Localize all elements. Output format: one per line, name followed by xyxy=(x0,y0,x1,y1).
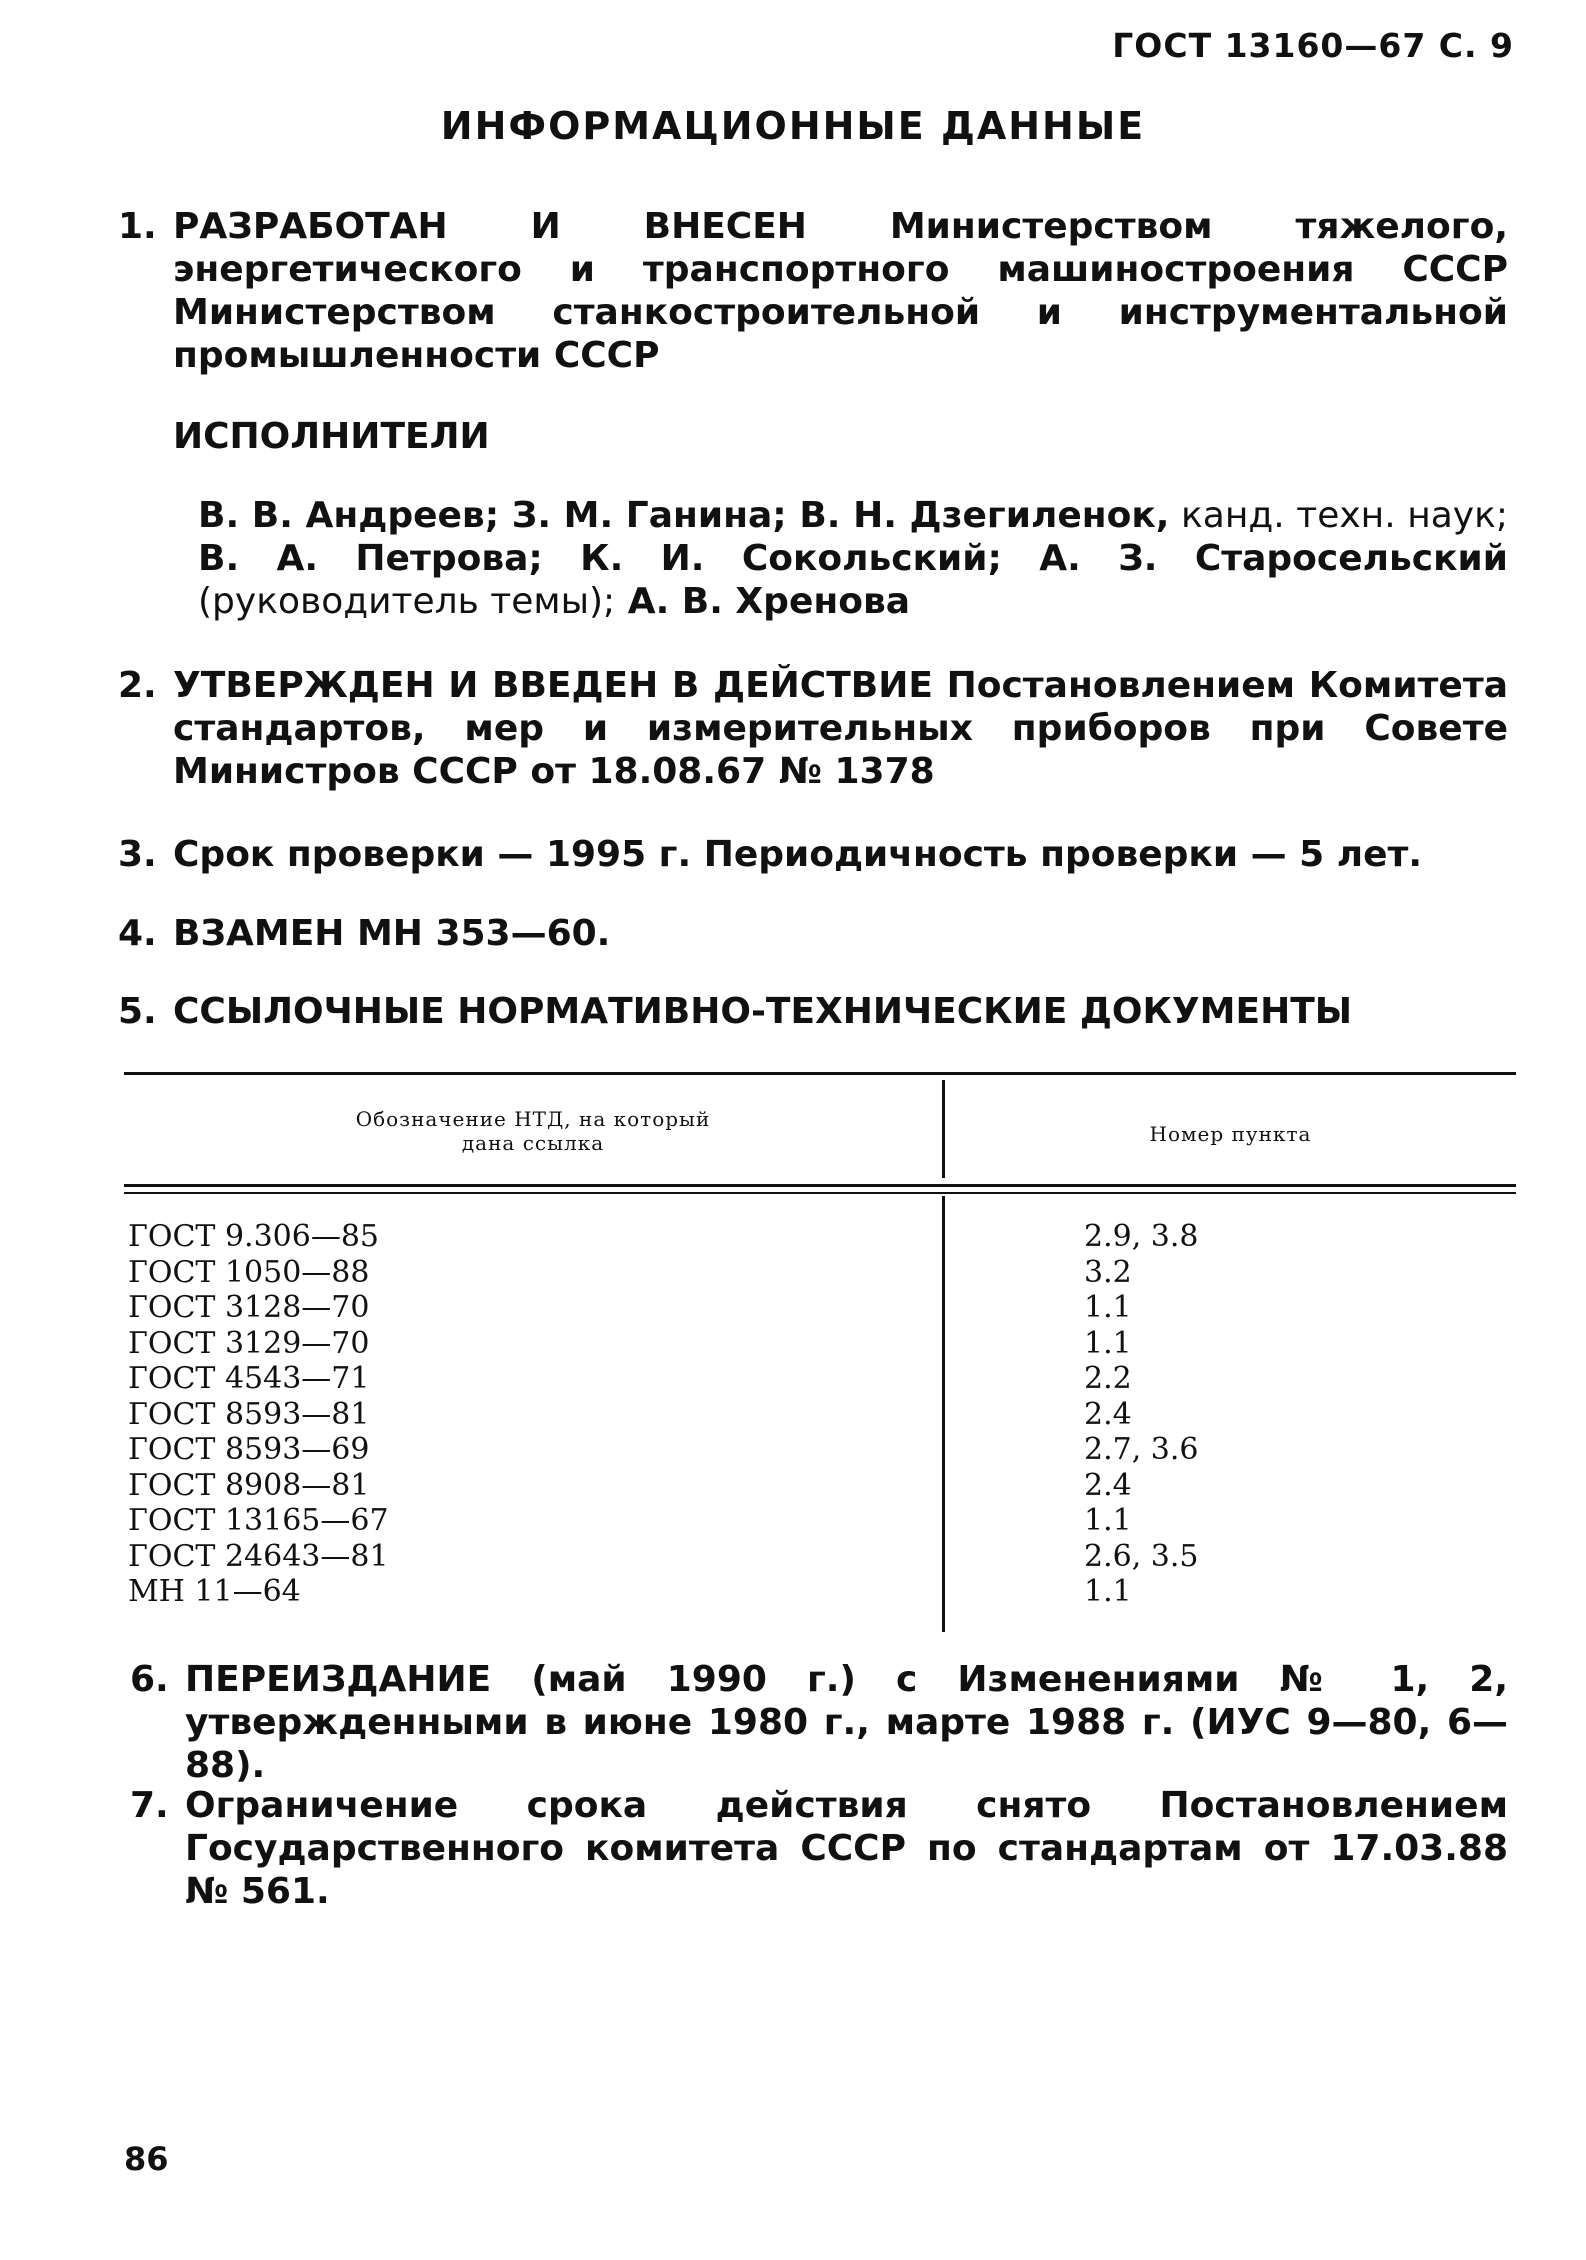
page-title: ИНФОРМАЦИОННЫЕ ДАННЫЕ xyxy=(440,104,1146,148)
item-7-text: Ограничение срока действия снято Постановлением Государственного комитета СССР по стандартам от 17.03.88 № 561. xyxy=(185,1785,1508,1912)
item-1-lead: РАЗРАБОТАН И ВНЕСЕН xyxy=(173,206,807,247)
item-3 xyxy=(118,833,1508,876)
performers-heading: ИСПОЛНИТЕЛИ xyxy=(173,416,490,457)
table-document-column xyxy=(128,1219,389,1610)
item-3-text: Срок проверки — 1995 г. Периодичность проверки — 5 лет. xyxy=(173,834,1423,875)
item-2-number: 2. xyxy=(118,665,157,706)
page-header: ГОСТ 13160—67 С. 9 xyxy=(1112,26,1514,65)
table-cell-document: ГОСТ 9.306—85 xyxy=(128,1219,380,1254)
table-item-column xyxy=(1084,1219,1199,1610)
table-cell-document: ГОСТ 24643—81 xyxy=(128,1538,389,1574)
table-cell-item: 2.4 xyxy=(1084,1467,1132,1503)
table-cell-item: 2.4 xyxy=(1084,1396,1132,1432)
table-column-divider xyxy=(942,1196,945,1632)
table-header-document-line2: дана ссылка xyxy=(461,1131,605,1155)
item-5-number: 5. xyxy=(118,991,157,1032)
item-1 xyxy=(118,205,1508,377)
table-cell-document: ГОСТ 13165—67 xyxy=(128,1503,389,1538)
table-cell-item: 1.1 xyxy=(1084,1574,1132,1609)
item-4-number: 4. xyxy=(118,913,157,954)
item-5-heading: ССЫЛОЧНЫЕ НОРМАТИВНО-ТЕХНИЧЕСКИЕ ДОКУМЕНТЫ xyxy=(173,991,1353,1032)
item-6-text: (май 1990 г.) с Изменениями № 1, 2, утвержденными в июне 1980 г., марте 1988 г. (ИУС 9—80, 6—88). xyxy=(185,1659,1508,1786)
performers-list xyxy=(198,494,1508,623)
table-cell-item: 3.2 xyxy=(1084,1254,1132,1290)
table-cell-item: 2.6, 3.5 xyxy=(1084,1538,1199,1574)
table-header-document-line1: Обозначение НТД, на который xyxy=(355,1107,711,1131)
item-3-number: 3. xyxy=(118,834,157,875)
item-1-number: 1. xyxy=(118,206,157,247)
item-2-lead: УТВЕРЖДЕН И ВВЕДЕН В ДЕЙСТВИЕ xyxy=(173,665,933,706)
table-cell-item: 2.7, 3.6 xyxy=(1084,1432,1199,1467)
table-cell-document: ГОСТ 3129—70 xyxy=(128,1325,370,1361)
table-cell-document: ГОСТ 3128—70 xyxy=(128,1290,370,1325)
table-cell-item: 1.1 xyxy=(1084,1290,1132,1325)
table-header-rule-2 xyxy=(124,1192,1516,1194)
table-cell-item: 2.2 xyxy=(1084,1361,1132,1396)
item-4-text: ВЗАМЕН МН 353—60. xyxy=(173,913,611,954)
performer: В. В. Андреев; xyxy=(198,495,500,536)
item-7 xyxy=(130,1784,1508,1913)
table-cell-document: ГОСТ 8908—81 xyxy=(128,1467,370,1503)
performer-note: (руководитель темы); xyxy=(198,581,616,622)
performer-note: канд. техн. наук; xyxy=(1169,495,1508,536)
performer: В. А. Петрова; xyxy=(198,538,543,579)
item-1-text: Министерством тяжелого, энергетического и транспортного машиностроения СССР Министерством станкостроительной и инструментальной промышленности СССР xyxy=(173,206,1508,376)
table-cell-document: ГОСТ 8593—69 xyxy=(128,1432,370,1467)
performer: К. И. Сокольский; xyxy=(542,538,1002,579)
performer: А. В. Хренова xyxy=(615,581,911,622)
table-header-document xyxy=(124,1107,942,1155)
table-header-item: Номер пункта xyxy=(1149,1122,1312,1146)
table-top-rule xyxy=(124,1072,1516,1075)
item-5 xyxy=(118,990,1508,1033)
table-cell-item: 1.1 xyxy=(1084,1503,1132,1538)
performer: В. Н. Дзегиленок, xyxy=(786,495,1170,536)
table-cell-document: ГОСТ 4543—71 xyxy=(128,1361,370,1396)
page-number: 86 xyxy=(124,2140,169,2178)
performer: З. М. Ганина; xyxy=(499,495,787,536)
table-cell-item: 2.9, 3.8 xyxy=(1084,1219,1199,1254)
table-header-rule xyxy=(124,1184,1516,1187)
item-7-number: 7. xyxy=(130,1785,169,1826)
item-6-lead: ПЕРЕИЗДАНИЕ xyxy=(185,1659,492,1700)
table-cell-document: МН 11—64 xyxy=(128,1574,301,1609)
item-6 xyxy=(130,1658,1508,1787)
table-cell-document: ГОСТ 8593—81 xyxy=(128,1396,370,1432)
item-2 xyxy=(118,664,1508,793)
item-6-number: 6. xyxy=(130,1659,169,1700)
performer: А. З. Старосельский xyxy=(1001,538,1509,579)
table-cell-item: 1.1 xyxy=(1084,1325,1132,1361)
table-cell-document: ГОСТ 1050—88 xyxy=(128,1254,370,1290)
item-2-text: Постановлением Комитета стандартов, мер и измерительных приборов при Совете Министров СССР от 18.08.67 № 1378 xyxy=(173,665,1508,792)
item-4 xyxy=(118,912,1508,955)
